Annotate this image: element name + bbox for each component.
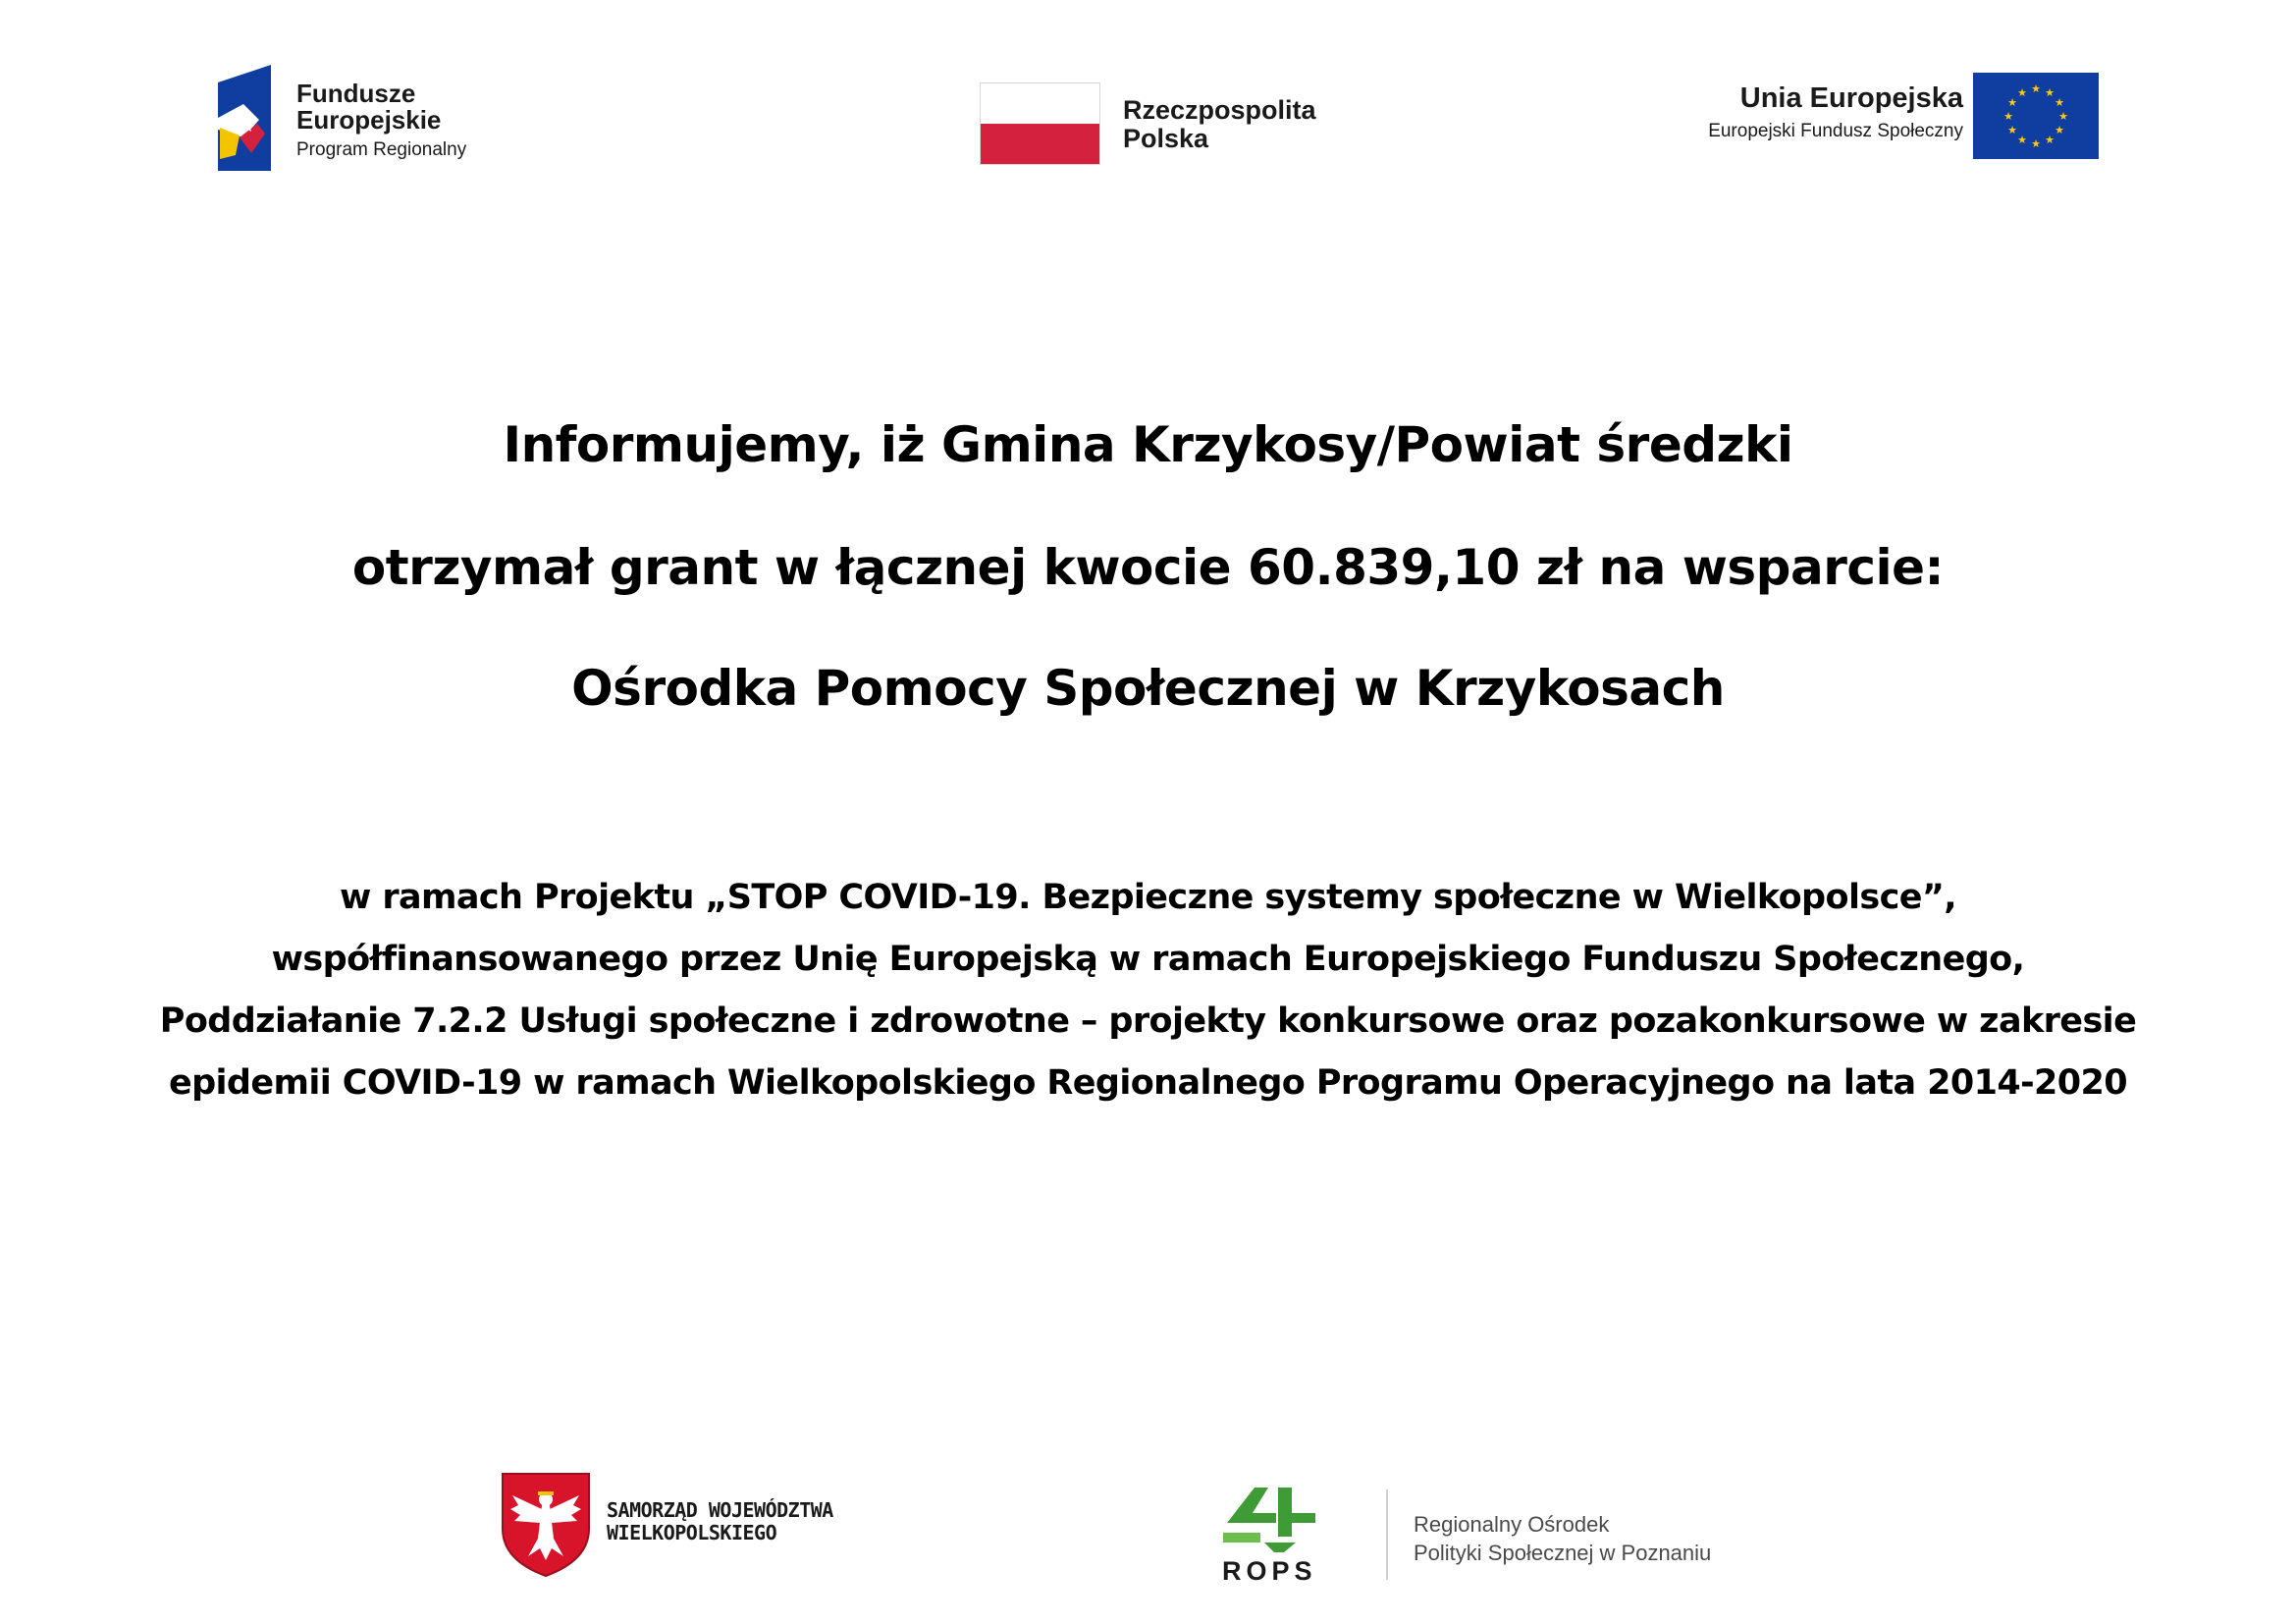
samorzad-wojewodztwa-logo bbox=[499, 1470, 891, 1578]
rzeczpospolita-line1: Rzeczpospolita bbox=[1123, 95, 1316, 125]
polish-flag-icon bbox=[980, 82, 1100, 165]
unia-europejska-logo bbox=[1659, 73, 2140, 161]
rops-emblem-icon bbox=[1217, 1478, 1325, 1556]
eu-flag-icon bbox=[1973, 73, 2099, 159]
fundusze-europejskie-emblem-icon bbox=[218, 65, 287, 171]
svg-text:★: ★ bbox=[2007, 96, 2017, 109]
rops-line2: Polityki Społecznej w Poznaniu bbox=[1414, 1540, 1712, 1565]
rops-label: ROPS bbox=[1222, 1556, 1317, 1586]
svg-text:★: ★ bbox=[2003, 110, 2013, 123]
svg-text:★: ★ bbox=[2045, 86, 2055, 99]
headline-line-1: Informujemy, iż Gmina Krzykosy/Powiat średzki bbox=[503, 416, 1793, 473]
headline-line-2: otrzymał grant w łącznej kwocie 60.839,10 zł na wsparcie: bbox=[351, 539, 1945, 596]
svg-text:★: ★ bbox=[2031, 82, 2041, 95]
rops-line1: Regionalny Ośrodek bbox=[1414, 1512, 1610, 1537]
rops-divider bbox=[1386, 1489, 1388, 1580]
svg-text:★: ★ bbox=[2055, 124, 2064, 136]
samorzad-line1: SAMORZĄD WOJEWÓDZTWA bbox=[607, 1498, 833, 1522]
svg-text:★: ★ bbox=[2055, 96, 2064, 109]
svg-text:★: ★ bbox=[2045, 134, 2055, 146]
body-line-2: współfinansowanego przez Unię Europejską w ramach Europejskiego Funduszu Społecznego, bbox=[271, 940, 2025, 979]
body-line-1: w ramach Projektu „STOP COVID-19. Bezpieczne systemy społeczne w Wielkopolsce”, bbox=[340, 878, 1956, 917]
rzeczpospolita-line2: Polska bbox=[1123, 124, 1209, 154]
svg-text:★: ★ bbox=[2007, 124, 2017, 136]
fundusze-line2: Europejskie bbox=[296, 105, 442, 135]
unia-title: Unia Europejska bbox=[1739, 82, 1963, 114]
svg-text:★: ★ bbox=[2058, 110, 2068, 123]
samorzad-line2: WIELKOPOLSKIEGO bbox=[607, 1521, 777, 1544]
svg-text:★: ★ bbox=[2017, 86, 2027, 99]
rops-logo bbox=[1217, 1478, 1747, 1586]
fundusze-line1: Fundusze bbox=[296, 79, 416, 108]
unia-subtitle: Europejski Fundusz Społeczny bbox=[1708, 121, 1963, 141]
body-line-4: epidemii COVID-19 w ramach Wielkopolskiego Regionalnego Programu Operacyjnego na lata 2014-2020 bbox=[168, 1063, 2128, 1103]
body-line-3: Poddziałanie 7.2.2 Usługi społeczne i zdrowotne – projekty konkursowe oraz pozakonkursowe w zakresie bbox=[159, 1001, 2137, 1041]
svg-text:★: ★ bbox=[2017, 134, 2027, 146]
rzeczpospolita-polska-logo bbox=[980, 82, 1333, 171]
svg-text:★: ★ bbox=[2031, 137, 2041, 150]
headline-line-3: Ośrodka Pomocy Społecznej w Krzykosach bbox=[571, 660, 1725, 717]
fundusze-line3: Program Regionalny bbox=[296, 138, 467, 160]
wielkopolska-coat-of-arms-icon bbox=[499, 1470, 593, 1578]
fundusze-europejskie-logo bbox=[218, 65, 512, 173]
